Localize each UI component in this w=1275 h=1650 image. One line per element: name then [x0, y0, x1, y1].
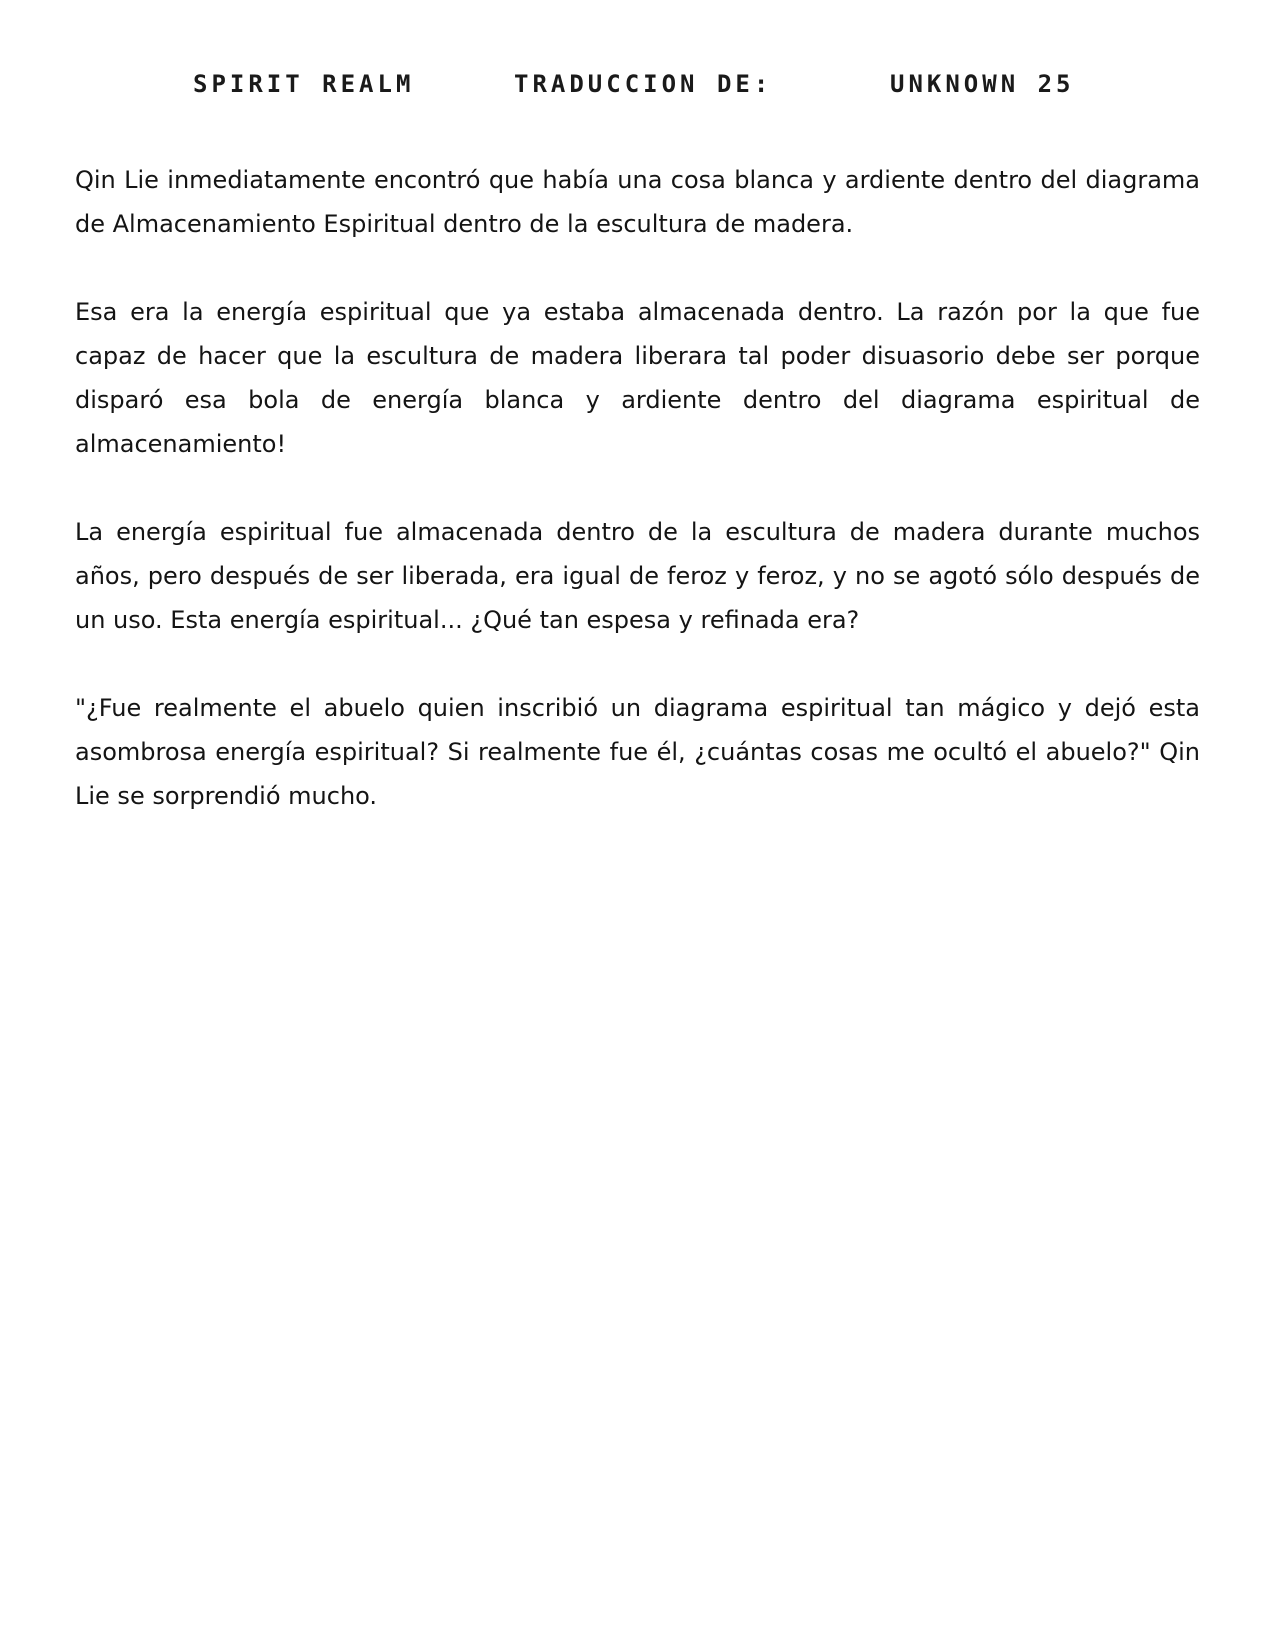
paragraph: La energía espiritual fue almacenada dentro de la escultura de madera durante muchos años, pero después de ser liberada, era igual de feroz y feroz, y no se agotó sólo después de un uso. Esta energía espiritual... ¿Qué tan espesa y refinada era? — [75, 518, 1200, 634]
page-header — [0, 70, 1275, 110]
header-translator-name: UNKNOWN 25 — [890, 70, 1075, 98]
paragraph: Esa era la energía espiritual que ya estaba almacenada dentro. La razón por la que fue capaz de hacer que la escultura de madera liberara tal poder disuasorio debe ser porque disparó esa bola de energía blanca y ardiente dentro del diagrama espiritual de almacenamiento! — [75, 298, 1200, 458]
paragraph: Qin Lie inmediatamente encontró que había una cosa blanca y ardiente dentro del diagrama de Almacenamiento Espiritual dentro de la escultura de madera. — [75, 166, 1200, 238]
paragraph: "¿Fue realmente el abuelo quien inscribió un diagrama espiritual tan mágico y dejó esta asombrosa energía espiritual? Si realmente fue él, ¿cuántas cosas me ocultó el abuelo?" Qin Lie se sorprendió mucho. — [75, 694, 1200, 810]
header-translation-label: TRADUCCION DE: — [514, 70, 773, 98]
document-body — [75, 158, 1200, 862]
header-novel-title: SPIRIT REALM — [193, 70, 415, 98]
